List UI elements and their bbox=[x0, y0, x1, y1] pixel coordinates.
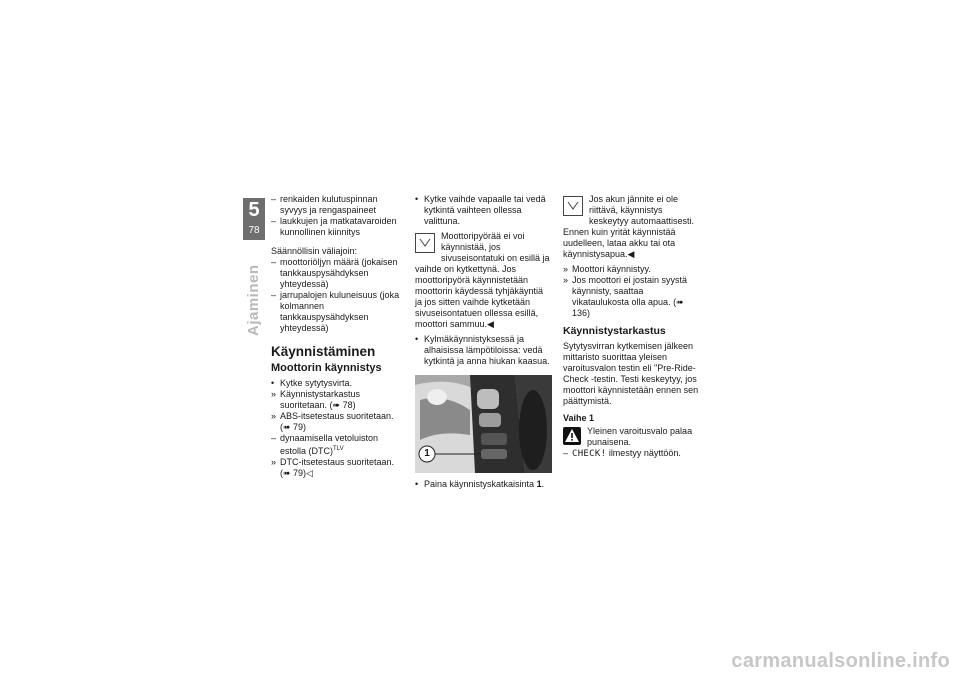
note-icon bbox=[563, 196, 583, 216]
intro-text: Säännöllisin väliajoin: bbox=[271, 246, 358, 256]
chapter-title: Ajaminen bbox=[245, 264, 262, 336]
watermark: carmanualsonline.info bbox=[731, 650, 950, 672]
note-text: Jos akun jännite ei ole riittävä, käynnistys keskeytyy automaattisesti. Ennen kuin yrität käynnistää uudelleen, lataa akku tai ota käynnistysapua.◀ bbox=[563, 194, 695, 259]
step-item: – dynaamisella vetoluiston estolla (DTC)$^{TLV}$ bbox=[271, 433, 379, 456]
list-item: – renkaiden kulutuspinnan syvyys ja rengaspaineet bbox=[271, 194, 378, 215]
note-icon bbox=[415, 233, 435, 253]
note-block bbox=[563, 194, 700, 260]
page-number: 78 bbox=[248, 225, 260, 236]
section-heading: Käynnistystarkastus bbox=[563, 325, 666, 337]
subsection-heading: Moottorin käynnistys bbox=[271, 362, 382, 374]
step-item: • Kytke sytytysvirta. bbox=[271, 378, 353, 388]
column-2 bbox=[415, 194, 552, 490]
step-item: » DTC-itsetestaus suoritetaan. (➠ 79)◁ bbox=[271, 457, 395, 478]
step-item: • Kylmäkäynnistyksessä ja alhaisissa lämpötiloissa: vedä kytkintä ja anna hiukan kaasua. bbox=[415, 334, 550, 366]
chapter-tab bbox=[243, 198, 265, 240]
check-display-code: CHECK! bbox=[572, 449, 607, 459]
step-item: » ABS-itsetestaus suoritetaan. (➠ 79) bbox=[271, 411, 394, 432]
step-item: • Paina käynnistyskatkaisinta 1. bbox=[415, 479, 545, 489]
list-item: – jarrupalojen kuluneisuus (joka kolmannen tankkauspysähdyksen yhteydessä) bbox=[271, 290, 400, 333]
handlebar-switch-photo bbox=[415, 375, 552, 473]
tlv-superscript: TLV bbox=[333, 446, 344, 452]
note-block bbox=[415, 231, 552, 330]
photo-callout-1: 1 bbox=[424, 448, 430, 459]
section-heading: Käynnistäminen bbox=[271, 344, 376, 359]
note-text: Moottoripyörää ei voi käynnistää, jos sivuseisontatuki on esillä ja vaihde on kytkettynä. Jos moottoripyörä käynnistetään moottorin käydessä tyhjäkäyntiä ja jos sitten vaihde kytketään sivuseisontatuen ollessa esillä, moottori sammuu.◀ bbox=[415, 231, 550, 329]
warning-block bbox=[563, 426, 700, 448]
list-item: – laukkujen ja matkatavaroiden kunnollinen kiinnitys bbox=[271, 216, 397, 237]
phase-heading: Vaihe 1 bbox=[563, 413, 595, 423]
step-item: • Kytke vaihde vapaalle tai vedä kytkintä vaihteen ollessa valittuna. bbox=[415, 194, 546, 226]
body-paragraph: Sytytysvirran kytkemisen jälkeen mittaristo suorittaa yleisen varoitusvalon testin eli "Pre-Ride-Check -testin. Testi keskeytyy, jos moottori käynnistetään ennen sen päättymistä. bbox=[563, 341, 699, 406]
list-item: – CHECK! ilmestyy näyttöön. bbox=[563, 448, 681, 459]
column-1 bbox=[271, 194, 406, 479]
column-3 bbox=[563, 194, 700, 460]
chapter-number: 5 bbox=[248, 199, 260, 221]
step-item: » Käynnistystarkastus suoritetaan. (➠ 78) bbox=[271, 389, 361, 410]
list-item: – moottoriöljyn määrä (jokaisen tankkauspysähdyksen yhteydessä) bbox=[271, 257, 398, 289]
result-item: » Jos moottori ei jostain syystä käynnisty, saattaa vikataulukosta olla apua. (➠ 136) bbox=[563, 275, 688, 318]
result-item: » Moottori käynnistyy. bbox=[563, 264, 651, 274]
warning-text: Yleinen varoitusvalo palaa punaisena. bbox=[587, 426, 693, 447]
warning-triangle-icon bbox=[563, 427, 581, 445]
switch-illustration bbox=[415, 375, 552, 473]
